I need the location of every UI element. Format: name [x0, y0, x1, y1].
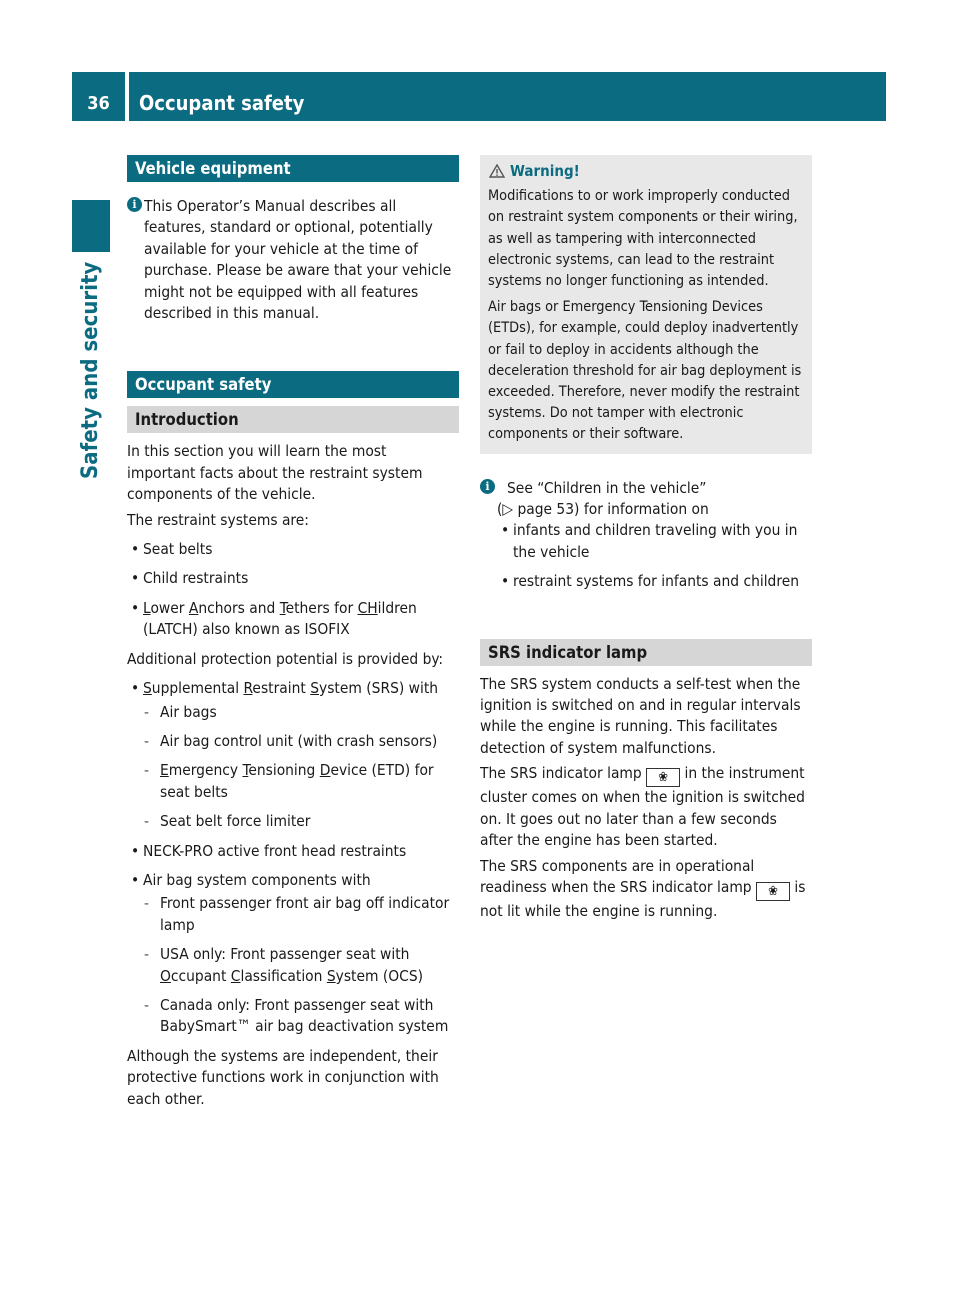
additional-protection-lead: Additional protection potential is provided by:: [127, 649, 444, 668]
warning-triangle-icon: [489, 164, 505, 178]
page-title: Occupant safety: [139, 91, 305, 115]
list-item: • Seat belts: [127, 539, 459, 560]
warning-box: [480, 155, 812, 454]
srs-indicator-lamp-icon: ❀: [646, 768, 680, 787]
restraint-systems-lead: The restraint systems are:: [127, 510, 309, 529]
warning-paragraph: Modifications to or work improperly conducted on restraint system components or their wiring, as well as tampering with interconnected electronic systems, can lead to the restraint systems no longer functioning as intended.: [488, 188, 798, 290]
info-icon: i: [480, 479, 495, 494]
vehicle-equipment-heading: Vehicle equipment: [127, 155, 459, 182]
srs-indicator-lamp-icon: ❀: [756, 882, 790, 901]
srs-paragraph: The SRS indicator lamp ❀ in the instrument cluster comes on when the ignition is switched on. It goes out no later than a few seconds after the engine has been started.: [480, 764, 805, 850]
sidebar-tab-marker: [72, 200, 110, 252]
list-item: - Seat belt force limiter: [127, 811, 459, 832]
list-item: • Child restraints: [127, 568, 459, 589]
srs-paragraph: The SRS components are in operational readiness when the SRS indicator lamp ❀ is not lit while the engine is running.: [480, 856, 806, 920]
srs-paragraph: The SRS system conducts a self-test when the ignition is switched on and in regular intervals while the engine is running. This facilitates detection of system malfunctions.: [480, 674, 801, 757]
closing-text: Although the systems are independent, their protective functions work in conjunction with each other.: [127, 1046, 439, 1108]
vehicle-equipment-text: This Operator’s Manual describes all features, standard or optional, potentially available for your vehicle at the time of purchase. Please be aware that your vehicle might not be equipped with all features described in this manual.: [144, 197, 452, 323]
srs-sublist: [143, 702, 459, 833]
additional-protection-list: [127, 678, 459, 1038]
vehicle-equipment-info: [127, 196, 459, 324]
restraint-systems-list: [127, 539, 459, 641]
right-column: [480, 155, 812, 926]
srs-indicator-heading: SRS indicator lamp: [480, 639, 812, 666]
occupant-safety-heading: Occupant safety: [127, 371, 459, 398]
children-info: [480, 478, 812, 593]
introduction-heading: Introduction: [127, 406, 459, 433]
list-item: - Canada only: Front passenger seat with BabySmart™ air bag deactivation system: [127, 995, 459, 1038]
list-item-latch: • Lower Anchors and Tethers for CHildren (LATCH) also known as ISOFIX: [127, 598, 459, 641]
list-item-etd: - Emergency Tensioning Device (ETD) for seat belts: [127, 760, 459, 803]
list-item-srs: • Supplemental Restraint System (SRS) with - Air bags - Air bag control unit (with crash sensors) - Emergency Tensioning Device (ETD) for seat belts - Seat belt force limiter: [127, 678, 459, 832]
sidebar-section-label: Safety and security: [78, 261, 103, 479]
list-item: • restraint systems for infants and children: [497, 571, 812, 592]
components-sublist: [143, 893, 459, 1037]
list-item: • infants and children traveling with you in the vehicle: [497, 520, 812, 563]
page-number: 36: [87, 93, 110, 114]
list-item-components: • Air bag system components with - Front passenger front air bag off indicator lamp - USA only: Front passenger seat with Occupant Classification System (OCS) - Canada only: Front passenger seat with BabySmart™ air bag deactivation system: [127, 870, 459, 1038]
info-icon: i: [127, 197, 142, 212]
list-item: - Front passenger front air bag off indicator lamp: [127, 893, 459, 936]
list-item: - Air bags: [127, 702, 459, 723]
page-reference-link[interactable]: (▷ page 53) for information on: [497, 500, 709, 519]
list-item-ocs: - USA only: Front passenger seat with Occupant Classification System (OCS): [127, 944, 459, 987]
children-info-list: [497, 520, 812, 592]
warning-heading: Warning!: [488, 161, 804, 182]
children-info-line: See “Children in the vehicle”: [507, 478, 707, 497]
introduction-text: In this section you will learn the most important facts about the restraint system components of the vehicle.: [127, 442, 423, 504]
list-item: • NECK-PRO active front head restraints: [127, 841, 459, 862]
left-column: [127, 155, 459, 1114]
warning-paragraph: Air bags or Emergency Tensioning Devices (ETDs), for example, could deploy inadvertently or fail to deploy in accidents although the deceleration threshold for air bag deployment is exceeded. Therefore, never modify the restraint systems. Do not tamper with electronic components or their software.: [488, 299, 802, 443]
list-item: - Air bag control unit (with crash sensors): [127, 731, 459, 752]
